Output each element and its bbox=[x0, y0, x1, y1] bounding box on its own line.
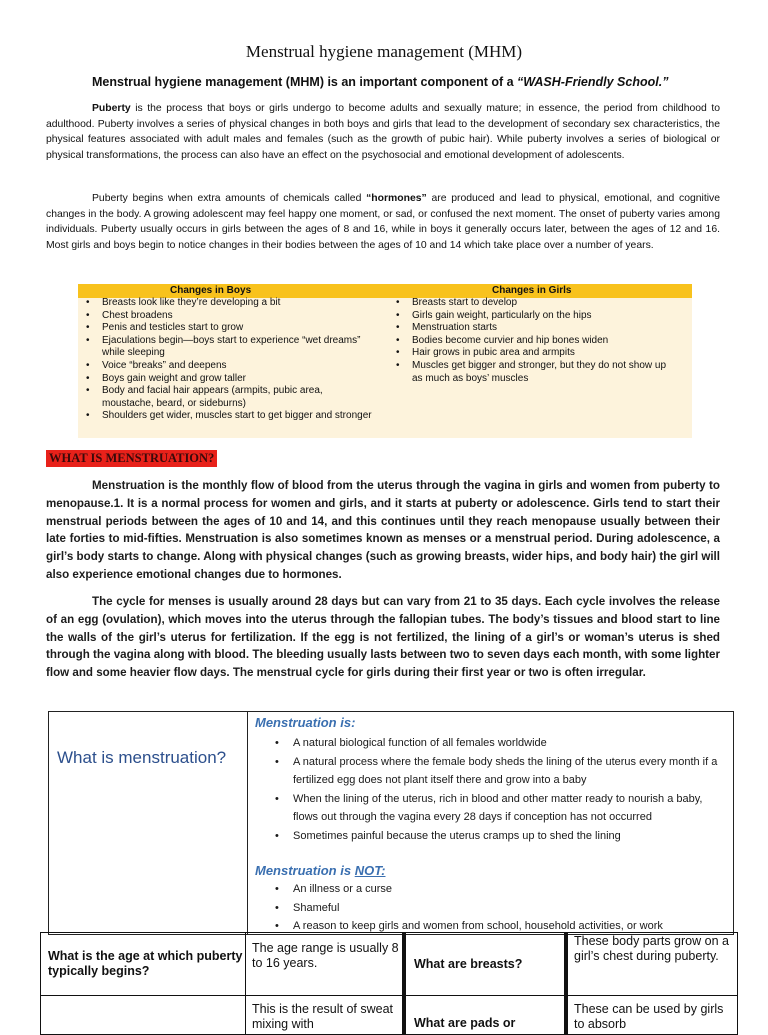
document-title: Menstrual hygiene management (MHM) bbox=[245, 42, 523, 61]
qa-question-2: What are breasts? bbox=[414, 957, 523, 971]
list-item: • Breasts start to develop bbox=[388, 297, 678, 310]
list-item: • Menstruation starts bbox=[388, 322, 678, 335]
list-item: • Girls gain weight, particularly on the hips bbox=[388, 310, 678, 323]
card-left-panel bbox=[49, 712, 248, 934]
qa-answer-2: These body parts grow on a girl’s chest during puberty. bbox=[574, 934, 729, 963]
qa-cell-a4 bbox=[567, 995, 738, 1035]
qa-answer-3: This is the result of sweat mixing with bbox=[252, 1002, 394, 1031]
list-item: • Chest broadens bbox=[78, 310, 374, 323]
boys-header: Changes in Boys bbox=[170, 285, 252, 296]
menstruation-text-2: The cycle for menses is usually around 28 days but can vary from 21 to 35 days. Each cycle involves the release of an egg (ovulation), which moves into the uterus through the fallopian tubes. The body’s tissues and blood start to line the walls of the girl’s uterus for fertilization. If the egg is not fertilized, the lining of a girl’s or woman’s uterus is shed through the vagina along with blood. The bleeding usually lasts between two to seven days each month, with some lighter flow and some heavier flow days. The menstrual cycle for girls during their first year or two is often irregular. bbox=[46, 595, 720, 680]
menstruation-not-list bbox=[275, 880, 725, 936]
list-item: • A natural process where the female body sheds the lining of the uterus every month if a fertilized egg does not plant itself there and grow into a baby bbox=[275, 753, 725, 790]
menstruation-is-list bbox=[275, 734, 725, 845]
qa-cell-q3 bbox=[40, 995, 246, 1035]
qa-cell-q4 bbox=[402, 995, 568, 1035]
subtitle-main: Menstrual hygiene management (MHM) is an important component of a bbox=[92, 75, 518, 89]
menstruation-not-heading bbox=[255, 863, 386, 878]
qa-table bbox=[40, 932, 738, 1031]
menstruation-paragraph-2 bbox=[46, 593, 720, 682]
boys-changes-list bbox=[78, 297, 374, 423]
list-item: • A reason to keep girls and women from school, household activities, or work bbox=[275, 917, 725, 936]
qa-answer-1: The age range is usually 8 to 16 years. bbox=[252, 941, 399, 970]
list-item: • Breasts look like they’re developing a bit bbox=[78, 297, 374, 310]
list-item: • Hair grows in pubic area and armpits bbox=[388, 347, 678, 360]
list-item: • Voice “breaks” and deepens bbox=[78, 360, 374, 373]
list-item: • Bodies become curvier and hip bones widen bbox=[388, 335, 678, 348]
card-right-panel bbox=[249, 712, 733, 934]
not-heading-word: NOT: bbox=[354, 863, 386, 878]
hormones-term: “hormones” bbox=[366, 193, 427, 204]
qa-question-1: What is the age at which puberty typically begins? bbox=[48, 949, 243, 978]
puberty-term: Puberty bbox=[92, 103, 131, 114]
list-item: • Penis and testicles start to grow bbox=[78, 322, 374, 335]
changes-table bbox=[78, 284, 692, 438]
menstruation-paragraph-1 bbox=[46, 477, 720, 584]
qa-cell-q2 bbox=[402, 932, 568, 996]
girls-changes-list bbox=[388, 297, 678, 385]
not-heading-pre: Menstruation is bbox=[255, 863, 355, 878]
menstruation-heading: WHAT IS MENSTRUATION? bbox=[46, 450, 217, 467]
menstruation-is-heading: Menstruation is: bbox=[255, 715, 356, 730]
puberty-paragraph bbox=[46, 101, 720, 163]
list-item: • Shameful bbox=[275, 899, 725, 918]
qa-cell-a1 bbox=[245, 932, 403, 996]
list-item: • Sometimes painful because the uterus cramps up to shed the lining bbox=[275, 827, 725, 846]
list-item: • Muscles get bigger and stronger, but they do not show up as much as boys’ muscles bbox=[388, 360, 678, 385]
puberty-text: is the process that boys or girls undergo to become adults and sexually mature; in essence, the period from childhood to adulthood. Puberty involves a series of physical changes in both boys and girls that lead to the development of secondary sex characteristics, the physical features associated with adult males and females (such as the growth of pubic hair). While puberty involves a series of biological or physical transformations, the process can also have an effect on the psychosocial and emotional development of adolescents. bbox=[46, 103, 720, 161]
list-item: • Body and facial hair appears (armpits, pubic area, moustache, beard, or sideburns) bbox=[78, 385, 374, 410]
list-item: • Shoulders get wider, muscles start to get bigger and stronger bbox=[78, 410, 374, 423]
qa-answer-4: These can be used by girls to absorb bbox=[574, 1002, 724, 1031]
hormones-paragraph bbox=[46, 191, 720, 253]
qa-cell-q1 bbox=[40, 932, 246, 996]
hormones-pre: Puberty begins when extra amounts of chemicals called bbox=[92, 193, 367, 204]
hormones-post: are produced and lead to physical, emotional, and cognitive changes in the body. A growing adolescent may feel happy one moment, or sad, or confused the next moment. The onset of puberty varies among individuals. Puberty usually occurs in girls between the ages of 8 and 16, while in boys it generally occurs later, between the ages of 12 and 16. Most girls and boys begin to notice changes in their bodies between the ages of 10 and 14 which take place over a number of years. bbox=[46, 193, 721, 251]
qa-question-4: What are pads or bbox=[414, 1016, 516, 1030]
qa-cell-a2 bbox=[567, 932, 738, 996]
card-left-title: What is menstruation? bbox=[57, 748, 227, 767]
list-item: • When the lining of the uterus, rich in blood and other matter ready to nourish a baby, flows out through the vagina every 28 days if conception has not occurred bbox=[275, 790, 725, 827]
list-item: • A natural biological function of all females worldwide bbox=[275, 734, 725, 753]
menstruation-text-1: Menstruation is the monthly flow of blood from the uterus through the vagina in girls and women from puberty to menopause.1. It is a normal process for women and girls, and it starts at puberty or adolescence. Girls tend to start their menstrual periods between the ages of 10 and 14, and this continues until they reach menopause usually between their late forties to mid-fifties. Menstruation is also sometimes known as menses or a menstrual period. During adolescence, a girl’s body starts to change. Along with physical changes (such as growing breasts, wider hips, and body hair) the girl will also experience emotional changes due to hormones. bbox=[46, 479, 720, 581]
document-subtitle bbox=[92, 74, 732, 91]
changes-header-row bbox=[78, 284, 692, 298]
qa-cell-a3 bbox=[245, 995, 403, 1035]
list-item: • Boys gain weight and grow taller bbox=[78, 373, 374, 386]
menstruation-card bbox=[48, 711, 734, 935]
list-item: • An illness or a curse bbox=[275, 880, 725, 899]
list-item: • Ejaculations begin—boys start to experience “wet dreams” while sleeping bbox=[78, 335, 374, 360]
girls-header: Changes in Girls bbox=[492, 285, 572, 296]
subtitle-italic: “WASH-Friendly School.” bbox=[517, 75, 669, 89]
